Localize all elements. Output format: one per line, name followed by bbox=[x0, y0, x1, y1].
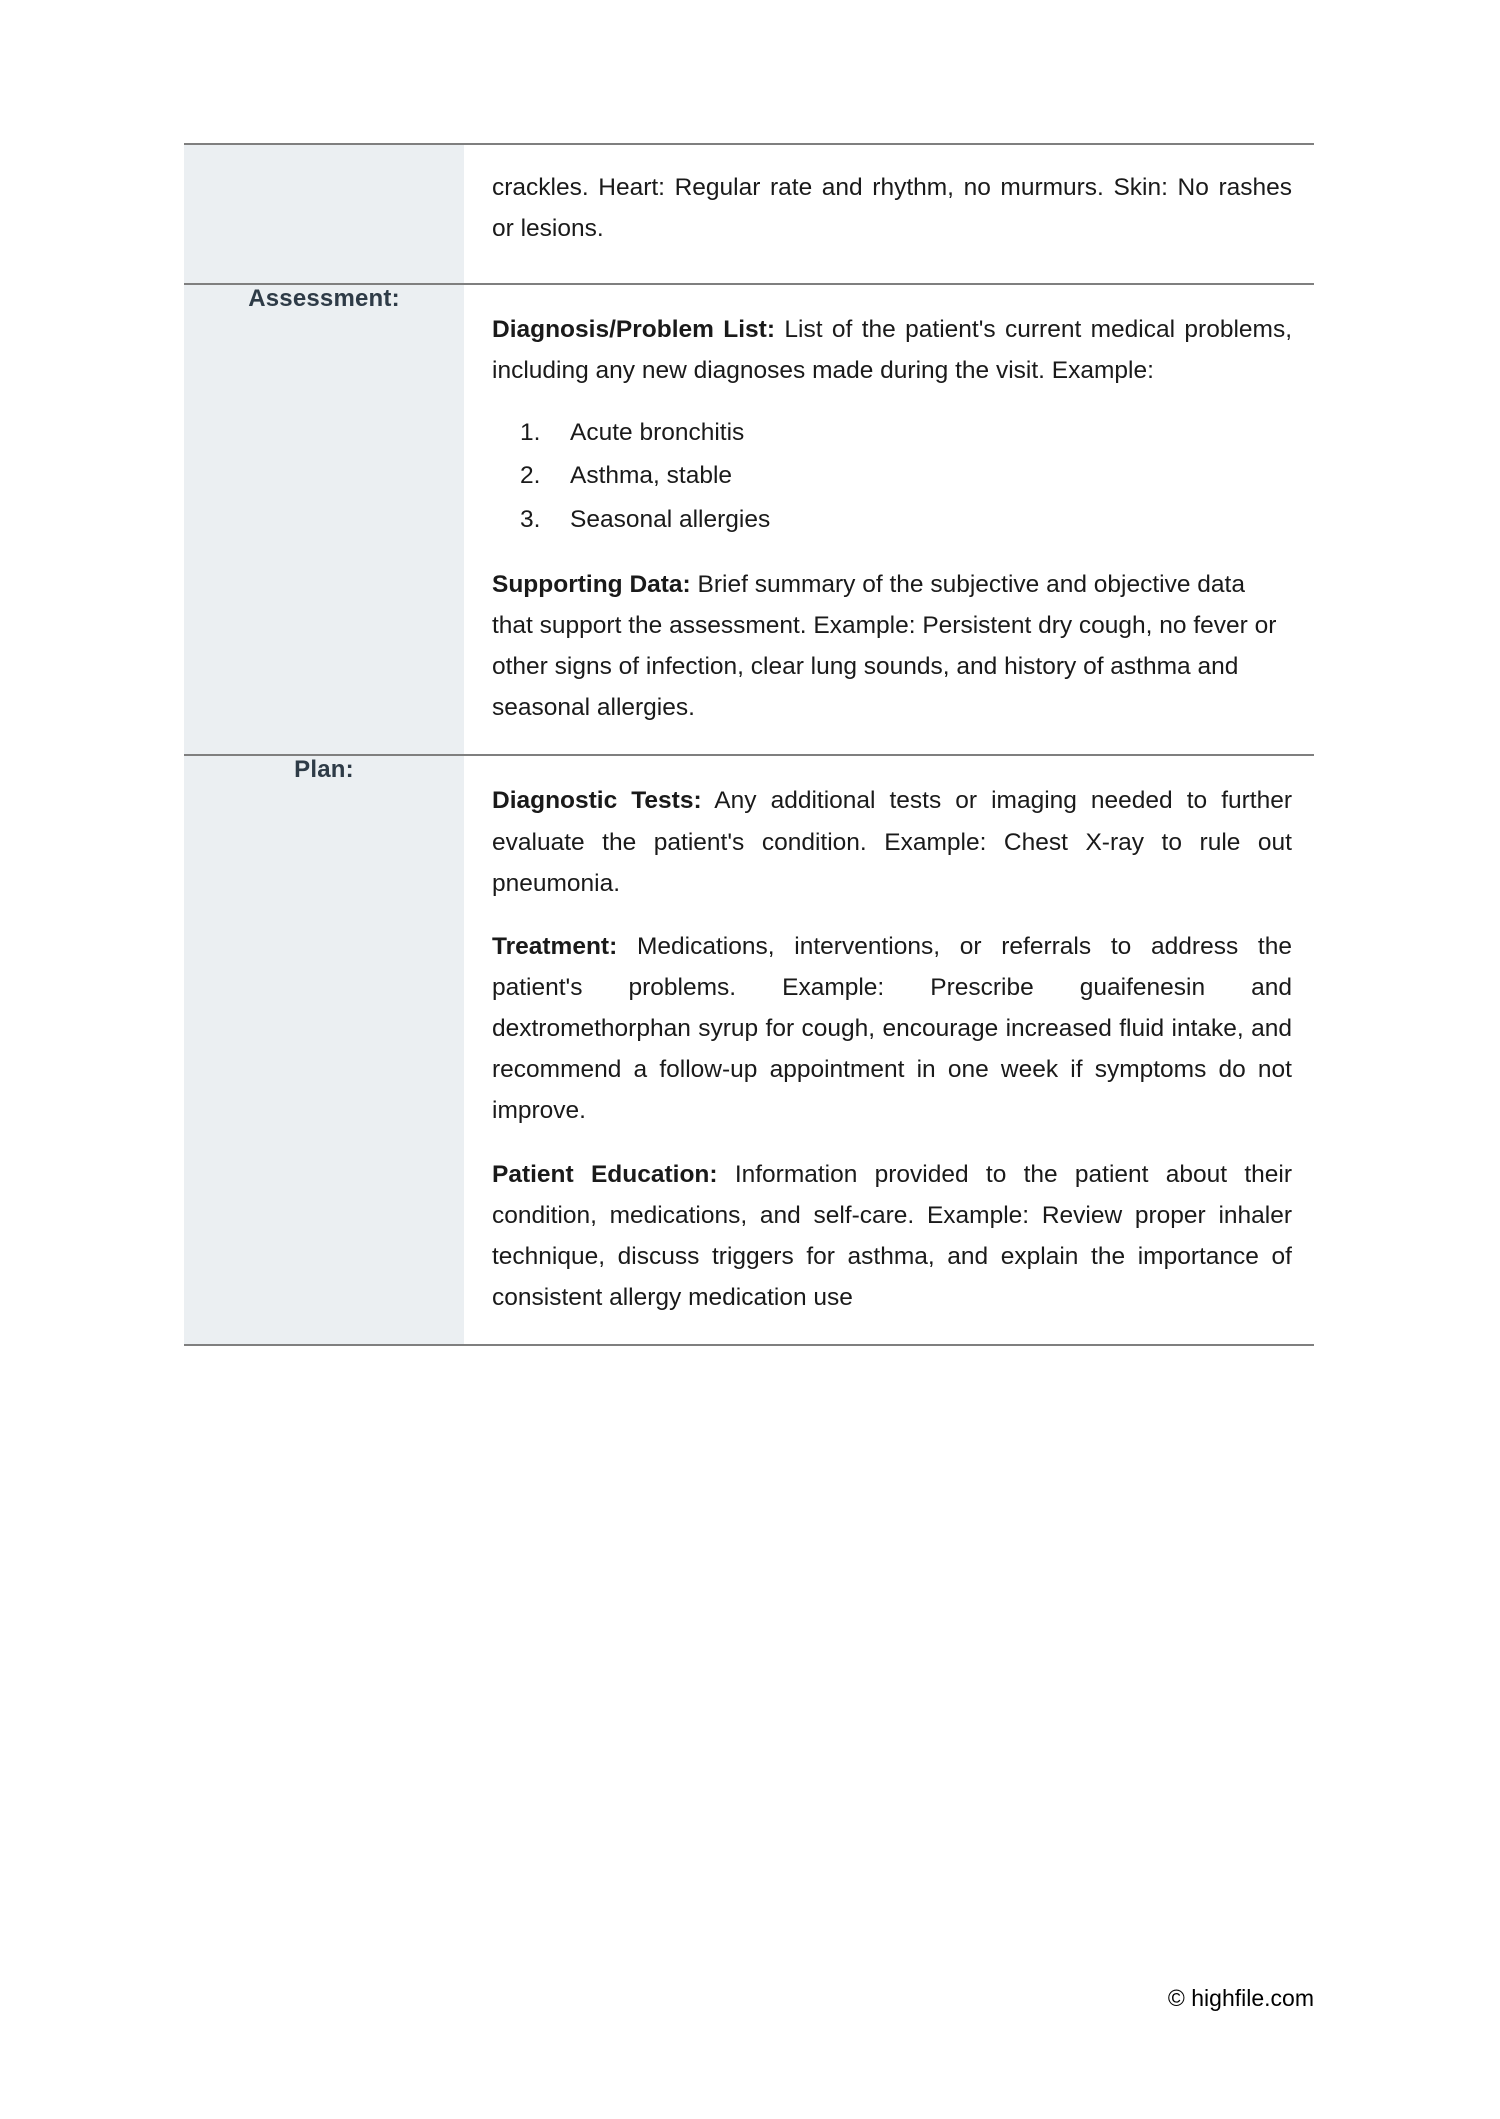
row-label-cell-plan bbox=[184, 755, 464, 1345]
objective-continuation-text: crackles. Heart: Regular rate and rhythm, no murmurs. Skin: No rashes or lesions. bbox=[492, 174, 1292, 243]
row-label-cell-empty bbox=[184, 144, 464, 284]
list-item-label: Acute bronchitis bbox=[570, 418, 745, 446]
assessment-diagnosis-body: List of the patient's current medical problems, including any new diagnoses made during the visit. Example: bbox=[492, 316, 1293, 385]
plan-patient-education-heading: Patient Education: bbox=[492, 1160, 718, 1188]
assessment-supporting-data-heading: Supporting Data: bbox=[492, 570, 691, 598]
list-item bbox=[492, 414, 1292, 453]
assessment-diagnosis-paragraph bbox=[492, 309, 1292, 391]
plan-treatment-body: Medications, interventions, or referrals to address the patient's problems. Example: Prescribe guaifenesin and dextromethorphan syrup for cough, encourage increased fluid intake, and recommend a follow-up appointment in one week if symptoms do not improve. bbox=[492, 932, 1292, 1125]
row-label-cell-assessment bbox=[184, 284, 464, 755]
plan-treatment-paragraph bbox=[492, 926, 1292, 1132]
list-item-label: Seasonal allergies bbox=[570, 506, 771, 534]
soap-note-table bbox=[184, 143, 1314, 1346]
table-row-plan bbox=[184, 755, 1314, 1345]
row-label-plan: Plan: bbox=[294, 756, 354, 784]
list-item bbox=[492, 501, 1292, 540]
row-content-cell-objective-continuation bbox=[464, 144, 1314, 284]
plan-treatment-heading: Treatment: bbox=[492, 932, 618, 960]
table-row-assessment bbox=[184, 284, 1314, 755]
list-item-number: 2. bbox=[520, 462, 541, 490]
list-item-label: Asthma, stable bbox=[570, 462, 733, 490]
plan-diagnostic-tests-paragraph bbox=[492, 780, 1292, 903]
row-label-assessment: Assessment: bbox=[248, 285, 400, 313]
list-item-number: 3. bbox=[520, 506, 541, 534]
plan-patient-education-paragraph bbox=[492, 1154, 1292, 1319]
plan-diagnostic-tests-body: Any additional tests or imaging needed to further evaluate the patient's condition. Example: Chest X-ray to rule out pneumonia. bbox=[492, 787, 1293, 897]
assessment-supporting-data-paragraph bbox=[492, 564, 1292, 729]
row-content-cell-assessment bbox=[464, 284, 1314, 755]
plan-patient-education-body: Information provided to the patient about their condition, medications, and self-care. Example: Review proper inhaler technique, discuss triggers for asthma, and explain the importance of consistent allergy medication use bbox=[492, 1160, 1292, 1312]
list-item bbox=[492, 457, 1292, 496]
list-item-number: 1. bbox=[520, 418, 541, 446]
assessment-supporting-data-body: Brief summary of the subjective and objective data that support the assessment. Example: Persistent dry cough, no fever or other signs of infection, clear lung sounds, and history of asthma and seasonal allergies. bbox=[492, 570, 1277, 722]
page-footer-copyright: © highfile.com bbox=[1167, 1985, 1314, 2011]
row-content-cell-plan bbox=[464, 755, 1314, 1345]
assessment-diagnosis-heading: Diagnosis/Problem List: bbox=[492, 316, 776, 344]
plan-diagnostic-tests-heading: Diagnostic Tests: bbox=[492, 787, 702, 815]
assessment-problem-list bbox=[492, 414, 1292, 540]
table-row-objective-continuation bbox=[184, 144, 1314, 284]
